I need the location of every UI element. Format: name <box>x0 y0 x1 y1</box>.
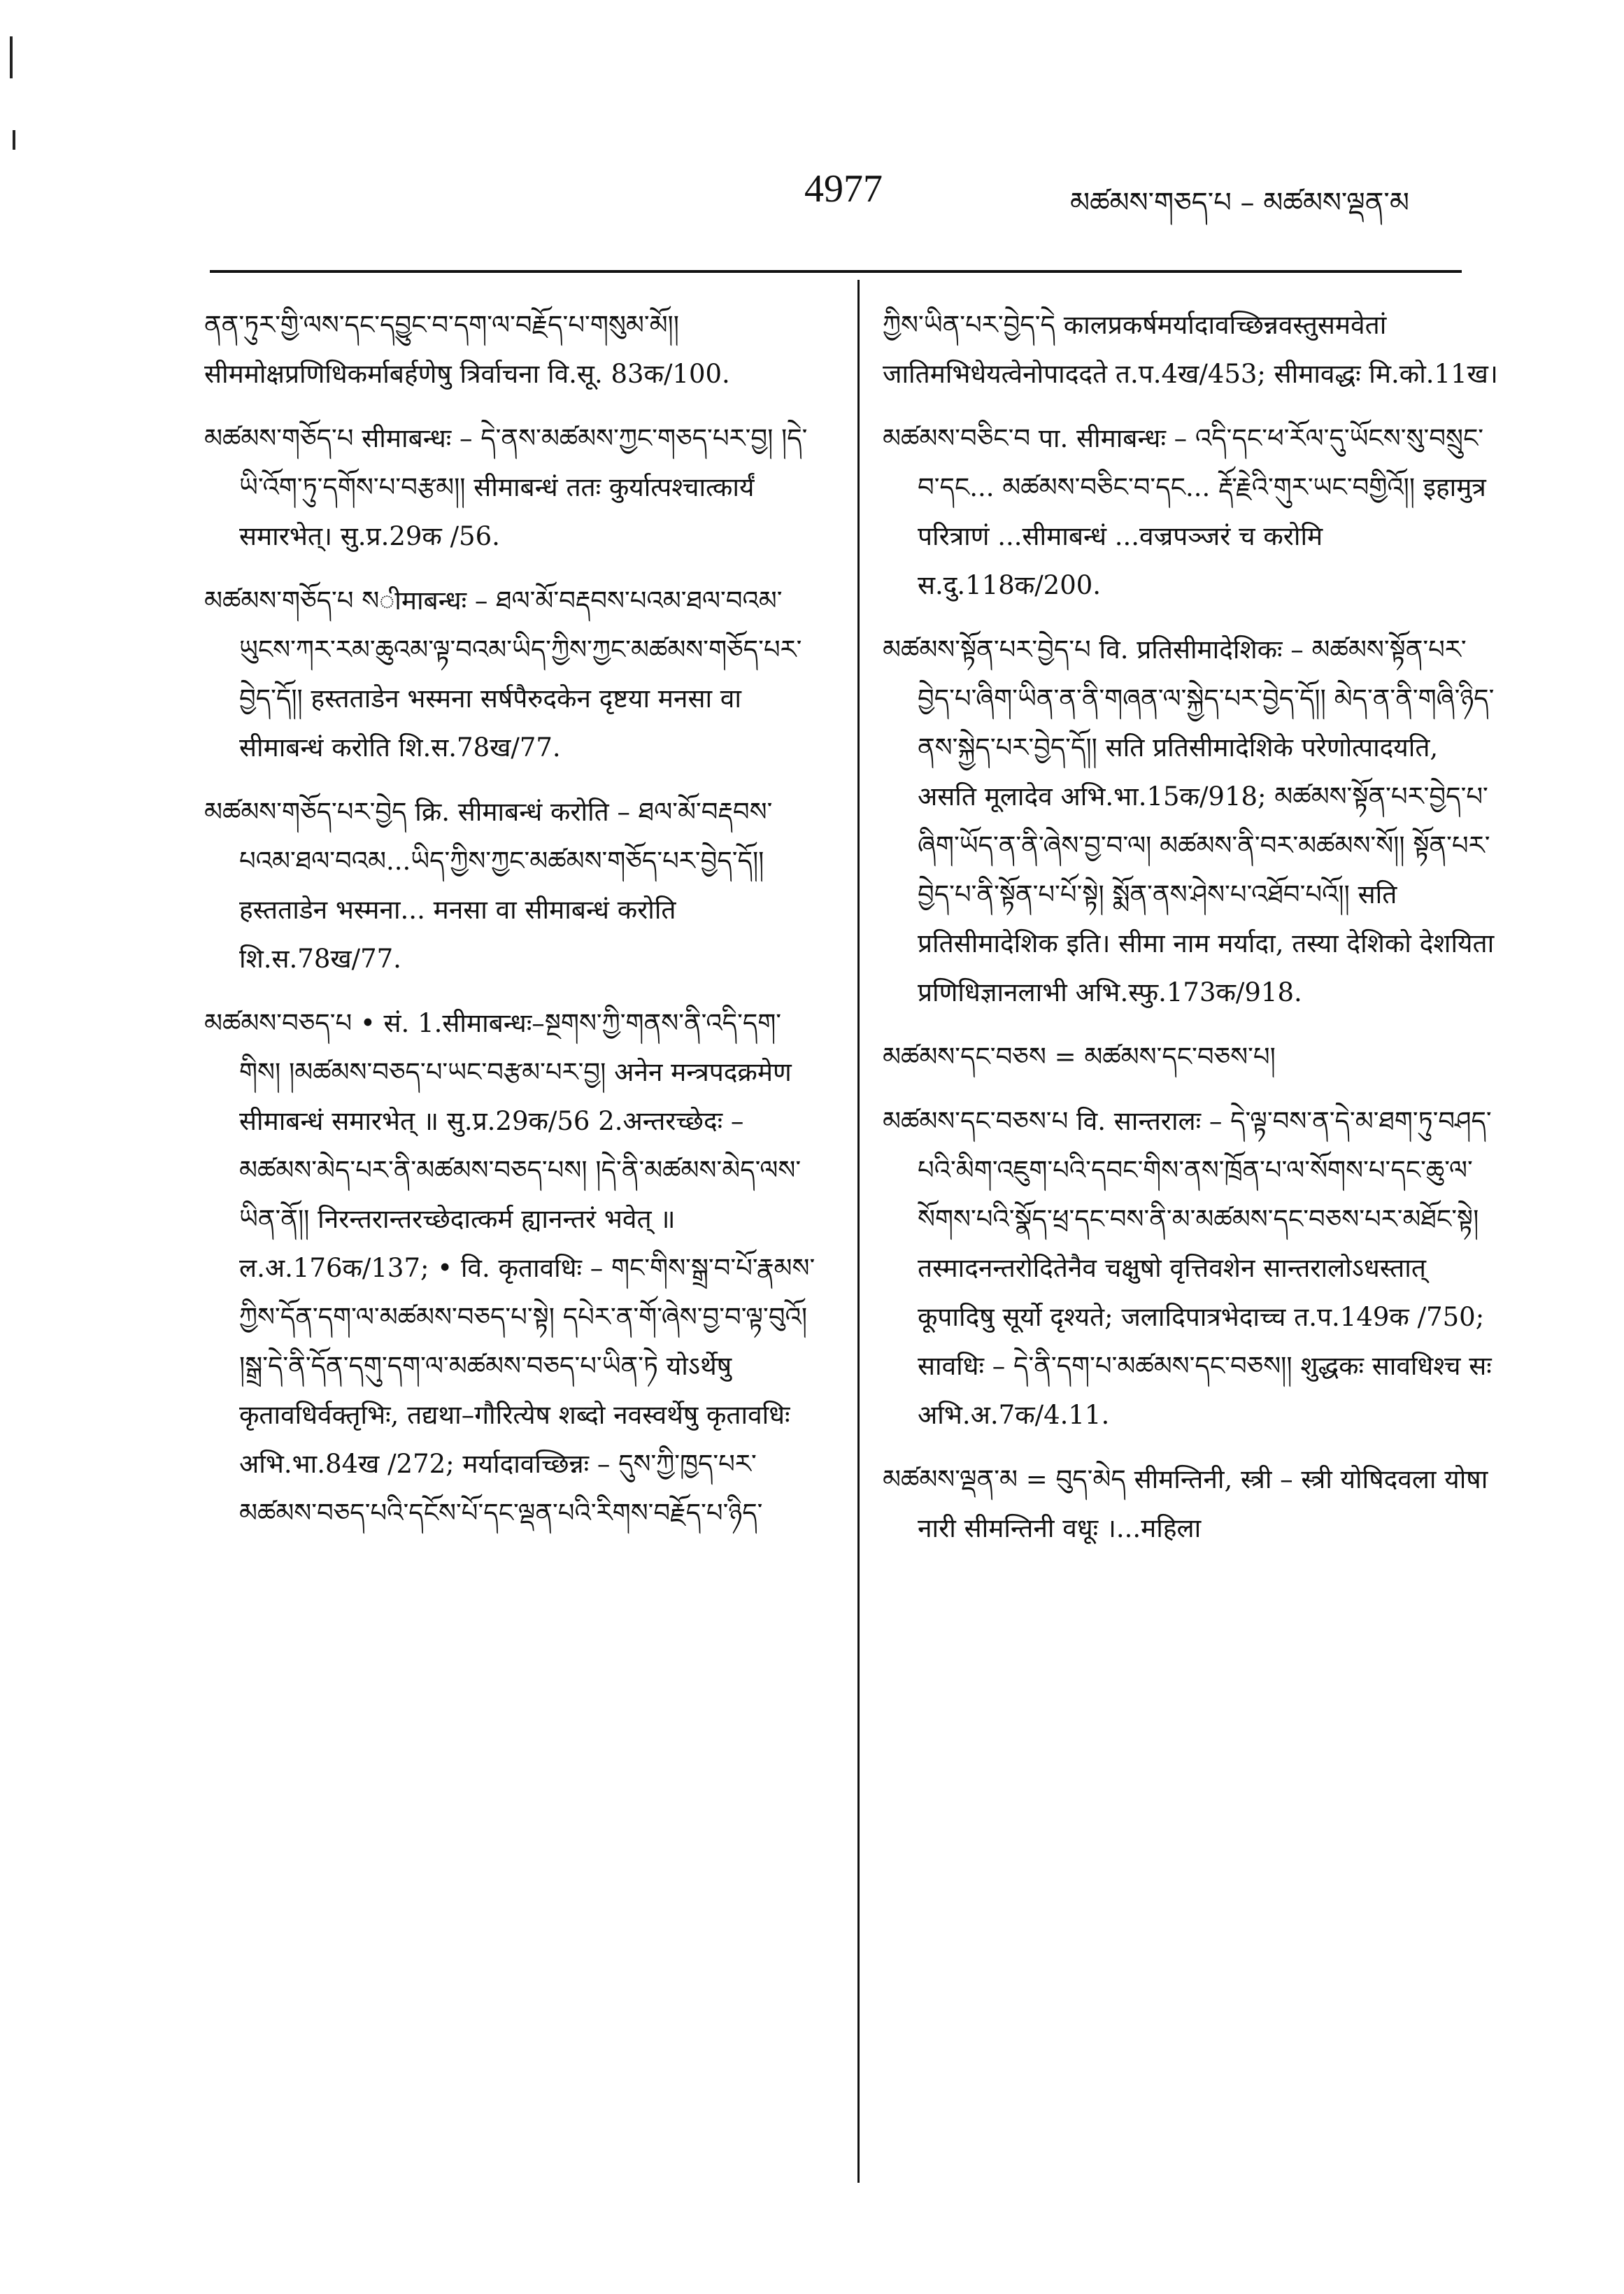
running-head: མཚམས་གཅད་པ – མཚམས་ལྡན་མ <box>1070 187 1409 219</box>
dictionary-entry: མཚམས་གཅོད་པ सीमाबन्धः – དེ་ནས་མཚམས་ཀྱང་གཅད་པར་བྱ། །དེ་ཡི་འོག་ཏུ་དགོས་པ་བརྩམ།། सीमाबन्धं ततः कुर्यात्पश्चात्कार्यं समारभेत्। सु.प्र.29क /56. <box>204 423 808 551</box>
page-number: 4977 <box>804 167 883 211</box>
header-rule <box>210 270 1462 273</box>
dictionary-entry: མཚམས་ལྡན་མ = བུད་མེད सीमन्तिनी, स्त्री – स्त्री योषिदवला योषा नारी सीमन्तिनी वधूः ।...महिला <box>883 1464 1488 1543</box>
dictionary-entry: མཚམས་སྟོན་པར་བྱེད་པ वि. प्रतिसीमादेशिकः – མཚམས་སྟོན་པར་བྱེད་པ་ཞིག་ཡིན་ན་ནི་གཞན་ལ་སྐྱེད་པར་བྱེད་དོ།། མེད་ན་ནི་གཞི་ཉིད་ནས་སྐྱེད་པར་བྱེད་དོ།། सति प्रतिसीमादेशिके परेणोत्पादयति, असति मूलादेव अभि.भा.15क/918; མཚམས་སྟོན་པར་བྱེད་པ་ཞིག་ཡོད་ན་ནི་ཞེས་བྱ་བ་ལ། མཚམས་ནི་བར་མཚམས་སོ།། སྟོན་པར་བྱེད་པ་ནི་སྟོན་པ་པོ་སྟེ། སྨོན་ནས་ཤེས་པ་འཐོབ་པའོ།། सति प्रतिसीमादेशिक इति। सीमा नाम मर्यादा, तस्या देशिको देशयिता प्रणिधिज्ञानलाभी अभि.स्फु.173क/918. <box>883 635 1495 1007</box>
dictionary-entry: མཚམས་དང་བཅས་པ वि. सान्तरालः – དེ་ལྟ་བས་ན་དེ་མ་ཐག་ཏུ་བཤད་པའི་མིག་འཇུག་པའི་དབང་གིས་ནས་ཁྲོན་པ་ལ་སོགས་པ་དང་ཆུ་ལ་སོགས་པའི་སྣོད་ཕྲ་དང་བས་ནི་མ་མཚམས་དང་བཅས་པར་མཐོང་སྟེ། तस्मादनन्तरोदितेनैव चक्षुषो वृत्तिवशेन सान्तरालोऽधस्तात् कूपादिषु सूर्यो दृश्यते; जलादिपात्रभेदाच्च त.प.149क /750; सावधिः – དེ་ནི་དག་པ་མཚམས་དང་བཅས།། शुद्धकः सावधिश्च सः अभि.अ.7क/4.11. <box>883 1106 1492 1430</box>
margin-mark-top <box>10 36 13 78</box>
margin-mark-mid <box>13 130 15 150</box>
dictionary-entry: མཚམས་གཅོད་པ སीमाबन्धः – ཐལ་མོ་བརྡབས་པའམ་ཐལ་བའམ་ཡུངས་ཀར་རམ་ཆུའམ་ལྟ་བའམ་ཡིད་ཀྱིས་ཀྱང་མཚམས་གཅོད་པར་བྱེད་དོ།། हस्तताडेन भस्मना सर्षपैरुदकेन दृष्टया मनसा वा सीमाबन्धं करोति शि.स.78ख/77. <box>204 586 802 763</box>
column-divider <box>857 280 860 2183</box>
dictionary-entry: ཀྱིས་ཡིན་པར་བྱེད་དེ कालप्रकर्षमर्यादावच्छिन्नवस्तुसमवेतां जातिमभिधेयत्वेनोपाददते त.प.4ख/453; सीमावद्धः मि.को.11ख। <box>883 310 1498 389</box>
dictionary-entry: མཚམས་གཅོད་པར་བྱེད क्रि. सीमाबन्धं करोति – ཐལ་མོ་བརྡབས་པའམ་ཐལ་བའམ...ཡིད་ཀྱིས་ཀྱང་མཚམས་གཅོད་པར་བྱེད་དོ།། हस्तताडेन भस्मना... मनसा वा सीमाबन्धं करोति शि.स.78ख/77. <box>204 797 773 974</box>
dictionary-entry: མཚམས་དང་བཅས = མཚམས་དང་བཅས་པ། <box>883 1042 1276 1072</box>
dictionary-entry: ནན་ཏུར་གྱི་ལས་དང་དབྱུང་བ་དག་ལ་བརྗོད་པ་གསུམ་མོ།། सीममोक्षप्रणिधिकर्माबर्हणेषु त्रिर्वाचना वि.सू. 83क/100. <box>204 310 730 389</box>
dictionary-entry: མཚམས་བཅིང་བ पा. सीमाबन्धः – འདི་དང་ཕ་རོལ་དུ་ཡོངས་སུ་བསྲུང་བ་དང... མཚམས་བཅིང་བ་དང... རྡོ་རྗེའི་གུར་ཡང་བགྱིའོ།། इहामुत्र परित्राणं ...सीमाबन्धं ...वज्रपञ्जरं च करोमि स.दु.118क/200. <box>883 423 1486 600</box>
dictionary-entry: མཚམས་བཅད་པ • सं. 1.सीमाबन्धः–སྔགས་ཀྱི་གནས་ནི་འདི་དག་གིས། །མཚམས་བཅད་པ་ཡང་བརྩམ་པར་བྱ། अनेन मन्त्रपदक्रमेण सीमाबन्धं समारभेत् ॥ सु.प्र.29क/56 2.अन्तरच्छेदः – མཚམས་མེད་པར་ནི་མཚམས་བཅད་པས། །དེ་ནི་མཚམས་མེད་ལས་ཡིན་ནོ།། निरन्तरान्तरच्छेदात्कर्म ह्यानन्तरं भवेत् ॥ ल.अ.176क/137; • वि. कृतावधिः – གང་གིས་སྒྲ་བ་པོ་རྣམས་ཀྱིས་དོན་དག་ལ་མཚམས་བཅད་པ་སྟེ། དཔེར་ན་གོ་ཞེས་བྱ་བ་ལྟ་བུའོ། །སྒྲ་དེ་ནི་དོན་དགུ་དག་ལ་མཚམས་བཅད་པ་ཡིན་ཏེ योऽर्थेषु कृतावधिर्वक्तृभिः, तद्यथा–गौरित्येष शब्दो नवस्वर्थेषु कृतावधिः अभि.भा.84ख /272; मर्यादावच्छिन्नः – དུས་ཀྱི་ཁྱད་པར་མཚམས་བཅད་པའི་དངོས་པོ་དང་ལྡན་པའི་རིགས་བརྗོད་པ་ཉིད་ <box>204 1008 815 1528</box>
left-column <box>204 301 820 2232</box>
right-column <box>883 301 1498 2204</box>
